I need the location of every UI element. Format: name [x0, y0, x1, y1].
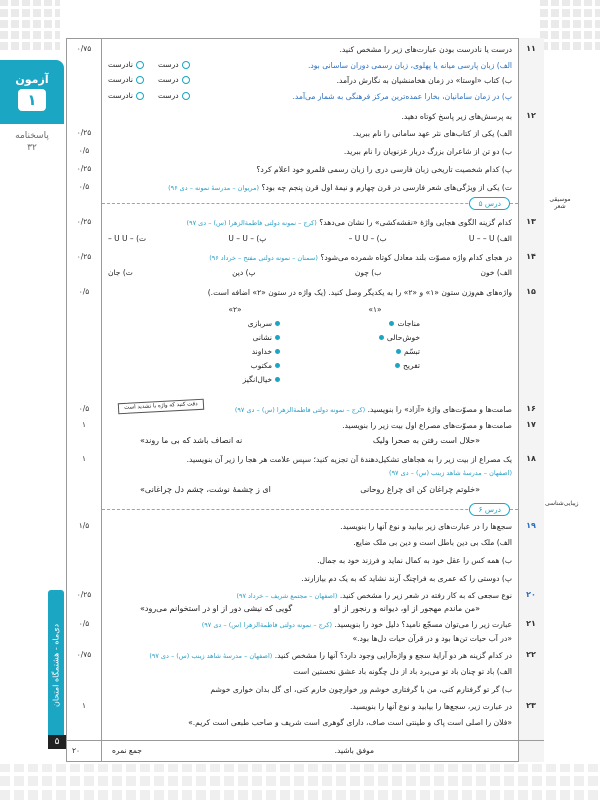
question-score: ۱: [81, 454, 87, 463]
hemistich: «من ماندم مهجور از او، دیوانه و رنجور از او: [333, 604, 480, 613]
brand-strip: دی‌ماه - هشتمگاه امتحان: [48, 590, 64, 740]
question-number: ۱۷: [526, 420, 536, 429]
option[interactable]: الف) U – – U: [468, 234, 512, 243]
section-divider: [102, 505, 518, 521]
true-option[interactable]: درست: [158, 75, 190, 84]
question-score: ۰/۵: [78, 287, 90, 296]
exam-label: آزمون: [15, 73, 49, 86]
question-score: ۰/۲۵: [76, 217, 92, 226]
matching-row: [190, 344, 420, 358]
options-row: [108, 234, 512, 243]
good-luck-text: موفق باشید.: [334, 746, 374, 755]
answer-sheet-ref: [0, 130, 64, 154]
question-item: ت) یکی از ویژگی‌های شعر فارسی در قرن چهارم و نیمهٔ اول قرن پنجم چه بود؟ (مریوان – مدرسهٔ نمونه – دی ۹۶): [168, 183, 512, 192]
exam-tab-header: [0, 60, 64, 124]
question-text: کدام گزینه الگوی هجایی واژهٔ «نقشه‌کشی» را نشان می‌دهد؟ (کرج – نمونه دولتی فاطمة‌الزهرا (س) – دی ۹۷): [186, 218, 512, 227]
question-score: ۱: [81, 701, 87, 710]
dot-icon: [396, 349, 401, 354]
false-option[interactable]: نادرست: [108, 75, 144, 84]
true-option[interactable]: درست: [158, 91, 190, 100]
question-text: در کدام گزینه هر دو آرایهٔ سجع و واژه‌آرایی وجود دارد؟ آنها را مشخص کنید. (اصفهان – مدرسهٔ شاهد زینب (س) – دی ۹۷): [149, 651, 512, 660]
question-number: ۲۲: [526, 650, 536, 659]
section-label: درس ۵: [469, 197, 510, 210]
question-number: ۱۵: [526, 287, 536, 296]
column1-header: «۱»: [368, 304, 382, 314]
question-score: ۱: [81, 420, 87, 429]
column2-header: «۲»: [228, 304, 242, 314]
option[interactable]: پ) دین: [232, 268, 256, 277]
poem-line: [140, 485, 480, 494]
question-text: نوع سجعی که به کار رفته در شعر زیر را مشخص کنید. (اصفهان – مجتمع شریف – خرداد ۹۷): [236, 591, 512, 600]
section-divider: [102, 199, 518, 215]
question-number: ۱۲: [526, 111, 536, 120]
radio-icon: [136, 76, 144, 84]
section-tag: زیبایی‌شناسی: [545, 500, 579, 507]
hemistich: ای ز چشمهٔ نوشت، چشم دل چراغانی»: [140, 485, 271, 494]
exam-number: ۱: [18, 89, 46, 111]
dot-icon: [275, 335, 280, 340]
dot-icon: [395, 363, 400, 368]
dot-icon: [275, 321, 280, 326]
hemistich: گویی که نیشی دور از او در استخوانم می‌رود»: [140, 604, 293, 613]
question-item: پ) کدام شخصیت تاریخی زبان فارسی دری را زبان رسمی قلمرو خود اعلام کرد؟: [256, 165, 512, 174]
question-item: الف) زبان پارسی میانه یا پهلوی، زبان رسمی دوران ساسانی بود.: [307, 61, 512, 70]
poem-line: [140, 604, 480, 613]
option[interactable]: پ) – U – U: [228, 234, 267, 243]
question-item: ب) همه کس را عقل خود به کمال نماید و فرزند خود به جمال.: [317, 556, 512, 565]
matching-row: [190, 358, 420, 372]
column2-item[interactable]: مکتوب: [190, 361, 280, 370]
section-label: درس ۶: [469, 503, 510, 516]
question-quote: «فلان را اصلی است پاک و طینتی است صاف، دارای گوهری است شریف و صاحب طبعی است کریم.»: [188, 718, 512, 727]
question-text: درست یا نادرست بودن عبارت‌های زیر را مشخص کنید.: [339, 45, 512, 54]
hemistich: «حلال است رفتن به صحرا ولیک: [372, 436, 480, 445]
sheet-footer: [66, 740, 544, 762]
poem-line: [140, 436, 480, 445]
total-label: جمع نمره: [112, 746, 142, 755]
dot-icon: [275, 377, 280, 382]
question-score: ۰/۲۵: [76, 164, 92, 173]
question-text: واژه‌های هم‌وزن ستون «۱» و «۲» را به یکدیگر وصل کنید. (یک واژه در ستون «۲» اضافه است.): [207, 288, 512, 297]
option[interactable]: ت) – U U –: [108, 234, 147, 243]
exam-tab: [0, 60, 64, 172]
question-text: سجع‌ها را در عبارت‌های زیر بیابید و نوع آنها را بنویسید.: [340, 522, 512, 531]
question-score: ۰/۲۵: [76, 128, 92, 137]
true-false-options: [108, 91, 190, 100]
false-option[interactable]: نادرست: [108, 91, 144, 100]
option[interactable]: الف) خون: [480, 268, 512, 277]
radio-icon: [136, 92, 144, 100]
question-text: عبارت زیر را می‌توان مسجّع نامید؟ دلیل خود را بنویسید. (کرج – نمونه دولتی فاطمة‌الزهرا (س) – دی ۹۷): [201, 620, 512, 629]
question-item: ب) دو تن از شاعران بزرگ دربار غزنویان را نام ببرید.: [343, 147, 512, 156]
question-item: ب) کتاب «اوستا» در زمان هخامنشیان به نگارش درآمد.: [336, 76, 512, 85]
question-item: پ) دوستی را که عمری به فراچنگ آرند نشاید که به یک دم بیازارند.: [301, 574, 512, 583]
options-row: [108, 268, 512, 277]
matching-header: [190, 302, 420, 316]
question-score: ۰/۵: [78, 619, 90, 628]
question-score: ۰/۲۵: [76, 590, 92, 599]
hemistich: نه انصاف باشد که بی ما روند»: [140, 436, 243, 445]
answer-sheet-page: ۳۲: [27, 143, 37, 153]
matching-row: [190, 330, 420, 344]
hemistich: «خلوتم چراغان کن ای چراغ روحانی: [360, 485, 480, 494]
radio-icon: [182, 61, 190, 69]
radio-icon: [136, 61, 144, 69]
column2-item[interactable]: نشانی: [190, 333, 280, 342]
question-number: ۲۳: [526, 701, 536, 710]
question-score: ۰/۵: [78, 404, 90, 413]
dot-icon: [275, 349, 280, 354]
true-false-options: [108, 75, 190, 84]
column1-item[interactable]: تبسّم: [330, 347, 420, 356]
dot-icon: [379, 335, 384, 340]
question-score: ۰/۷۵: [76, 650, 92, 659]
question-text: یک مصراع از بیت زیر را به هجاهای تشکیل‌دهندهٔ آن تجزیه کنید؛ سپس علامت هر هجا را زیر آن بنویسید.: [186, 455, 512, 464]
column2-item[interactable]: خیال‌انگیز: [190, 375, 280, 384]
false-option[interactable]: نادرست: [108, 60, 144, 69]
corner-pattern-right: [540, 0, 600, 50]
question-item: پ) در زمان سامانیان، بخارا عمده‌ترین مرکز فرهنگی به شمار می‌آمد.: [292, 92, 512, 101]
true-option[interactable]: درست: [158, 60, 190, 69]
corner-pattern-left: [0, 0, 60, 50]
question-score: ۰/۲۵: [76, 252, 92, 261]
question-number: ۲۱: [526, 619, 536, 628]
question-score: ۱/۵: [78, 521, 90, 530]
radio-icon: [182, 92, 190, 100]
question-number: ۲۰: [526, 590, 536, 599]
answer-sheet-label: پاسخنامه: [15, 131, 49, 141]
column2-item[interactable]: خداوند: [190, 347, 280, 356]
question-number: ۱۹: [526, 521, 536, 530]
option[interactable]: ب) – U U –: [348, 234, 387, 243]
page-number: ۵: [48, 735, 66, 749]
question-text: در عبارت زیر، سجع‌ها را بیابید و نوع آنها را بنویسید.: [349, 702, 512, 711]
bottom-pattern: [0, 764, 600, 800]
question-score: ۰/۵: [78, 182, 90, 191]
question-item: الف) یکی از کتاب‌های نثر عهد سامانی را نام ببرید.: [352, 129, 512, 138]
question-text: در هجای کدام واژه مصوّت بلند معادل کوتاه شمرده می‌شود؟ (سمنان – نمونه دولتی مفتح – خرداد ۹۶): [209, 253, 512, 262]
matching-row: [190, 316, 420, 330]
matching-table: [190, 302, 420, 386]
question-score: ۰/۵: [78, 146, 90, 155]
question-number: ۱۳: [526, 217, 536, 226]
total-value: ۲۰: [72, 746, 81, 755]
matching-row: [190, 372, 420, 386]
question-item: ب) گر تو گرفتارم کنی، من با گرفتاری خوشم ور خوارچون خارم کنی، ای گل بدان خواری خوشم: [210, 685, 512, 694]
question-score: ۰/۷۵: [76, 44, 92, 53]
question-number: ۱۸: [526, 454, 536, 463]
option[interactable]: ب) چون: [354, 268, 382, 277]
question-number: ۱۶: [526, 404, 536, 413]
handwritten-note: دقت کنید که واژه با تشدید است: [118, 399, 204, 414]
question-text: صامت‌ها و مصوّت‌های مصراع اول بیت زیر را بنویسید.: [342, 421, 512, 430]
column2-item[interactable]: سربازی: [190, 319, 280, 328]
column1-item[interactable]: مناجات: [330, 319, 420, 328]
question-quote: «در آب حیات تن‌ها بود و در قرآن حیات دل‌ها بود.»: [352, 634, 512, 643]
question-number: ۱۱: [526, 44, 536, 53]
question-source: (اصفهان – مدرسهٔ شاهد زینب (س) – دی ۹۷): [389, 469, 512, 477]
true-false-options: [108, 60, 190, 69]
section-tag: موسیقی شعر: [549, 196, 571, 210]
dot-icon: [389, 321, 394, 326]
dot-icon: [275, 363, 280, 368]
question-item: الف) باد تو چنان باد تو می‌برد باد از دل چگونه باد عشق نخستین است: [293, 667, 512, 676]
question-number: ۱۴: [526, 252, 536, 261]
column1-item[interactable]: خوش‌حالی: [330, 333, 420, 342]
question-item: الف) ملک بی دین باطل است و دین بی ملک ضایع.: [353, 538, 512, 547]
question-text: صامت‌ها و مصوّت‌های واژهٔ «آزاد» را بنویسید. (کرج – نمونه دولتی فاطمة‌الزهرا (س) – دی ۹۷): [234, 405, 512, 414]
question-text: به پرسش‌های زیر پاسخ کوتاه دهید.: [401, 112, 512, 121]
radio-icon: [182, 76, 190, 84]
option[interactable]: ت) جان: [108, 268, 133, 277]
column1-item[interactable]: تفریح: [330, 361, 420, 370]
